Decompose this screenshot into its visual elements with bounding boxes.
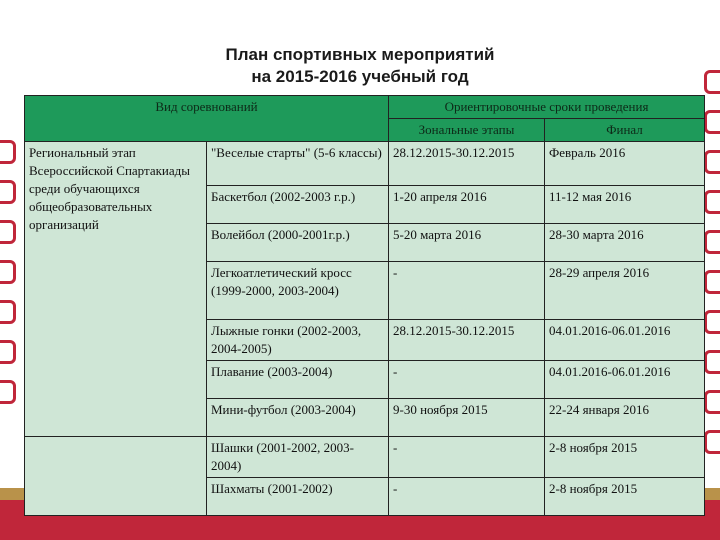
title-line-1: План спортивных мероприятий (225, 45, 495, 64)
final-cell: 2-8 ноября 2015 (545, 437, 705, 478)
sport-cell: Плавание (2003-2004) (207, 361, 389, 399)
sport-cell: Шахматы (2001-2002) (207, 478, 389, 516)
title-line-2: на 2015-2016 учебный год (251, 67, 469, 86)
zonal-cell: 9-30 ноября 2015 (389, 399, 545, 437)
sport-cell: Легкоатлетический кросс (1999-2000, 2003-2004) (207, 262, 389, 320)
header-zonal: Зональные этапы (389, 119, 545, 142)
zonal-cell: - (389, 262, 545, 320)
zonal-cell: 1-20 апреля 2016 (389, 186, 545, 224)
stage-cell-continued (25, 437, 207, 516)
final-cell: 28-30 марта 2016 (545, 224, 705, 262)
header-kind: Вид соревнований (25, 96, 389, 142)
final-cell: 11-12 мая 2016 (545, 186, 705, 224)
stage-cell: Региональный этап Всероссийской Спартакиады среди обучающихся общеобразовательных организаций (25, 142, 207, 437)
final-cell: 04.01.2016-06.01.2016 (545, 361, 705, 399)
zonal-cell: - (389, 437, 545, 478)
final-cell: 28-29 апреля 2016 (545, 262, 705, 320)
zonal-cell: - (389, 478, 545, 516)
sport-cell: "Веселые старты" (5-6 классы) (207, 142, 389, 186)
final-cell: 2-8 ноября 2015 (545, 478, 705, 516)
zonal-cell: 28.12.2015-30.12.2015 (389, 320, 545, 361)
header-final: Финал (545, 119, 705, 142)
sport-cell: Лыжные гонки (2002-2003, 2004-2005) (207, 320, 389, 361)
zonal-cell: 28.12.2015-30.12.2015 (389, 142, 545, 186)
zonal-cell: - (389, 361, 545, 399)
zonal-cell: 5-20 марта 2016 (389, 224, 545, 262)
sport-cell: Шашки (2001-2002, 2003-2004) (207, 437, 389, 478)
events-table (24, 95, 705, 516)
sport-cell: Волейбол (2000-2001г.р.) (207, 224, 389, 262)
sport-cell: Мини-футбол (2003-2004) (207, 399, 389, 437)
final-cell: 04.01.2016-06.01.2016 (545, 320, 705, 361)
page-title (0, 44, 720, 88)
sport-cell: Баскетбол (2002-2003 г.р.) (207, 186, 389, 224)
final-cell: Февраль 2016 (545, 142, 705, 186)
header-dates: Ориентировочные сроки проведения (389, 96, 705, 119)
final-cell: 22-24 января 2016 (545, 399, 705, 437)
